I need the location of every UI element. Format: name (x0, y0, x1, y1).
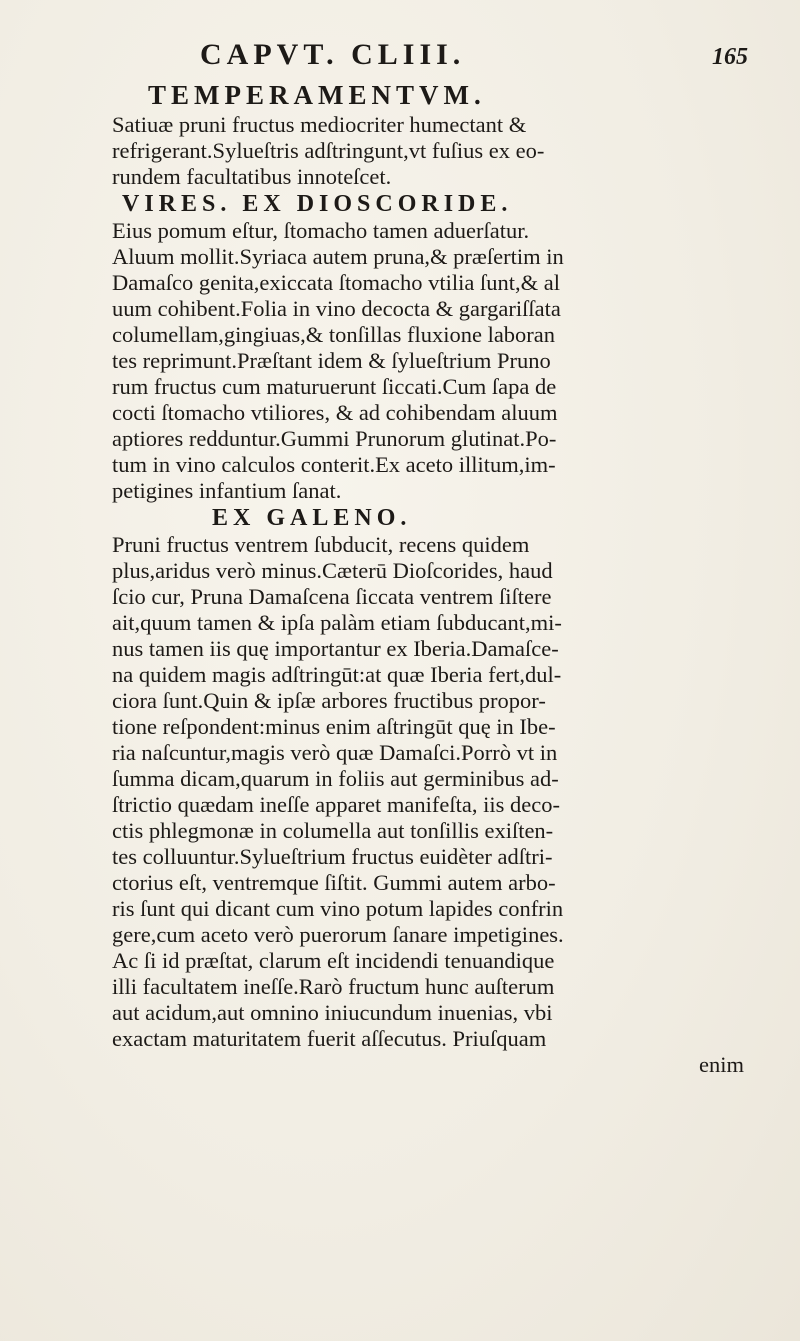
page-number: 165 (712, 44, 748, 70)
heading-vires-dioscoride: VIRES. EX DIOSCORIDE. (122, 191, 513, 217)
text-line: tes reprimunt.Præſtant idem & ſylueſtrium Pruno (112, 348, 551, 373)
text-line: ſtrictio quædam ineſſe apparet manifeſta, iis deco- (112, 792, 560, 817)
catchword: enim (699, 1052, 744, 1077)
text-line: columellam,gingiuas,& tonſillas fluxione laboran (112, 322, 556, 347)
text-line: Eius pomum eſtur, ſtomacho tamen aduerſatur. (112, 218, 530, 243)
text-line: tum in vino calculos conterit.Ex aceto illitum,im- (112, 452, 556, 477)
text-line: refrigerant.Sylueſtris adſtringunt,vt fuſius ex eo- (112, 138, 545, 163)
text-line: ria naſcuntur,magis verò quæ Damaſci.Porrò vt in (112, 740, 558, 765)
text-line: illi facultatem ineſſe.Rarò fructum hunc auſterum (112, 974, 555, 999)
text-line: Pruni fructus ventrem ſubducit, recens quidem (112, 532, 530, 557)
section-title: TEMPERAMENTVM. (148, 80, 486, 110)
text-line: Satiuæ pruni fructus mediocriter humectant & (112, 112, 527, 137)
text-line: ſumma dicam,quarum in foliis aut germinibus ad- (112, 766, 559, 791)
text-line: exactam maturitatem fuerit aſſecutus. Priuſquam (112, 1026, 547, 1051)
text-line: Ac ſi id præſtat, clarum eſt incidendi tenuandique (112, 948, 555, 973)
text-line: nus tamen iis quę importantur ex Iberia.Damaſce- (112, 636, 559, 661)
text-line: ciora ſunt.Quin & ipſæ arbores fructibus propor- (112, 688, 546, 713)
text-line: tione reſpondent:minus enim aſtringūt quę in Ibe- (112, 714, 556, 739)
text-line: cocti ſtomacho vtiliores, & ad cohibendam aluum (112, 400, 558, 425)
text-line: aptiores redduntur.Gummi Prunorum glutinat.Po- (112, 426, 557, 451)
heading-ex-galeno: EX GALENO. (212, 505, 412, 531)
page-header (0, 38, 800, 78)
text-line: aut acidum,aut omnino iniucundum inuenias, vbi (112, 1000, 553, 1025)
text-line: rum fructus cum maturuerunt ſiccati.Cum ſapa de (112, 374, 557, 399)
text-line: Aluum mollit.Syriaca autem pruna,& præſertim in (112, 244, 564, 269)
text-line: ſcio cur, Pruna Damaſcena ſiccata ventrem ſiſtere (112, 584, 552, 609)
text-line: uum cohibent.Folia in vino decocta & gargariſſata (112, 296, 561, 321)
text-line: na quidem magis adſtringūt:at quæ Iberia fert,dul- (112, 662, 562, 687)
body-text (112, 112, 760, 1078)
text-line: ris ſunt qui dicant cum vino potum lapides confrin (112, 896, 564, 921)
text-line: petigines infantium ſanat. (112, 478, 342, 503)
text-line: rundem facultatibus innoteſcet. (112, 164, 392, 189)
text-line: gere,cum aceto verò puerorum ſanare impetigines. (112, 922, 564, 947)
text-line: tes colluuntur.Sylueſtrium fructus euidèter adſtri- (112, 844, 553, 869)
text-line: ctis phlegmonæ in columella aut tonſillis exiſten- (112, 818, 554, 843)
text-line: ait,quum tamen & ipſa palàm etiam ſubducant,mi- (112, 610, 562, 635)
running-head: CAPVT. CLIII. (200, 38, 466, 71)
text-line: plus,aridus verò minus.Cæterū Dioſcorides, haud (112, 558, 553, 583)
text-line: ctorius eſt, ventremque ſiſtit. Gummi autem arbo- (112, 870, 556, 895)
text-line: Damaſco genita,exiccata ſtomacho vtilia ſunt,& al (112, 270, 560, 295)
